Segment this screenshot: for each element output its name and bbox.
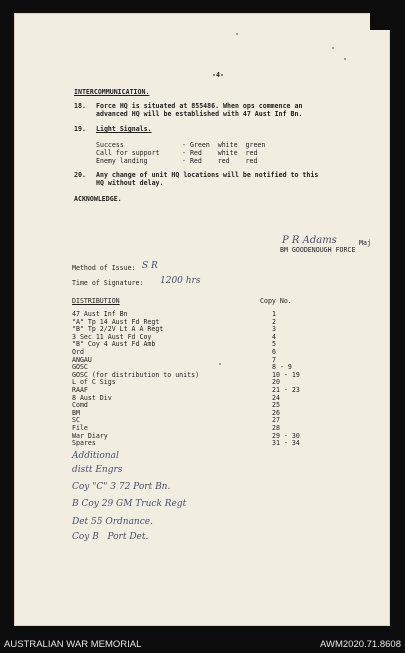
light-signals-heading: Light Signals. bbox=[96, 125, 152, 133]
method-of-issue-value: S R bbox=[142, 261, 158, 271]
signal-label: Enemy landing bbox=[96, 157, 148, 165]
signal-label: Success bbox=[96, 141, 124, 149]
distribution-unit: GOSC (for distribution to units) bbox=[72, 370, 200, 379]
distribution-unit: File bbox=[72, 424, 88, 432]
distribution-copy-number: 7 bbox=[272, 355, 276, 364]
distribution-copy-number: 20 bbox=[272, 378, 280, 387]
distribution-unit: Spares bbox=[72, 439, 96, 448]
handwritten-note-line: B Coy 29 GM Truck Regt bbox=[72, 499, 187, 509]
distribution-copy-number: 25 bbox=[272, 401, 280, 410]
distribution-unit: 8 Aust Div bbox=[72, 393, 112, 402]
distribution-copy-number: 3 bbox=[272, 325, 276, 334]
distribution-copy-number: 21 - 23 bbox=[272, 386, 300, 394]
item-20-line-2: HQ without delay. bbox=[96, 179, 164, 187]
item-18-line-1: Force HQ is situated at 855486. When ops commence an bbox=[96, 102, 303, 110]
intercommunication-heading: INTERCOMMUNICATION. bbox=[74, 88, 150, 96]
distribution-unit: "B" Tp 2/2V Lt A A Regt bbox=[72, 325, 164, 334]
distribution-copy-number: 26 bbox=[272, 408, 280, 417]
item-20-line-1: Any change of unit HQ locations will be notified to this bbox=[96, 171, 319, 179]
distribution-unit: Ord bbox=[72, 348, 84, 356]
handwritten-note-line: Det 55 Ordnance. bbox=[72, 517, 153, 527]
distribution-unit: BM bbox=[72, 408, 80, 417]
distribution-unit: GOSC bbox=[72, 363, 88, 372]
signal-colours: - Green white green bbox=[182, 141, 266, 149]
paper-speck bbox=[219, 363, 221, 365]
signal-colours: - Red white red bbox=[182, 149, 258, 157]
paper-speck bbox=[332, 47, 334, 49]
distribution-unit: "A" Tp 14 Aust Fd Regt bbox=[72, 317, 160, 326]
item-18-line-2: advanced HQ will be established with 47 Aust Inf Bn. bbox=[96, 110, 303, 118]
document-page bbox=[14, 13, 390, 626]
footer-institution: AUSTRALIAN WAR MEMORIAL bbox=[4, 639, 142, 650]
item-number-18: 18. bbox=[74, 102, 86, 110]
distribution-unit: 47 Aust Inf Bn bbox=[72, 310, 128, 318]
distribution-copy-number: 31 - 34 bbox=[272, 439, 300, 448]
page-corner-shadow bbox=[370, 13, 390, 30]
signal-colours: - Red red red bbox=[182, 157, 258, 165]
distribution-unit: War Diary bbox=[72, 431, 108, 440]
paper-speck bbox=[236, 33, 238, 35]
distribution-copy-number: 24 bbox=[272, 393, 280, 402]
signature-rank: Maj bbox=[359, 239, 371, 247]
item-number-20: 20. bbox=[74, 171, 86, 179]
item-number-19: 19. bbox=[74, 125, 86, 133]
handwritten-note-line: Coy "C" 3 72 Port Bn. bbox=[72, 482, 171, 492]
distribution-unit: 3 Sec 11 Aust Fd Coy bbox=[72, 332, 152, 341]
distribution-unit: RAAF bbox=[72, 386, 88, 394]
distribution-unit: "B" Coy 4 Aust Fd Amb bbox=[72, 340, 156, 349]
distribution-copy-number: 8 - 9 bbox=[272, 363, 292, 372]
distribution-unit: SC bbox=[72, 416, 80, 425]
distribution-copy-number: 6 bbox=[272, 348, 276, 356]
page-number: -4- bbox=[212, 71, 224, 79]
distribution-copy-number: 4 bbox=[272, 332, 276, 341]
distribution-heading: DISTRIBUTION bbox=[72, 297, 120, 305]
distribution-unit: L of C Sigs bbox=[72, 378, 116, 387]
handwritten-note-line: Coy B Port Det. bbox=[72, 532, 149, 542]
footer-bar bbox=[0, 636, 405, 653]
paper-speck bbox=[344, 58, 346, 60]
footer-accession-number: AWM2020.71.8608 bbox=[320, 639, 401, 650]
handwritten-signature: P R Adams bbox=[282, 235, 337, 246]
distribution-copy-number: 27 bbox=[272, 416, 280, 425]
method-of-issue-label: Method of Issue: bbox=[72, 264, 136, 272]
distribution-unit: ANGAU bbox=[72, 355, 92, 364]
time-of-signature-value: 1200 hrs bbox=[160, 276, 201, 286]
copy-no-heading: Copy No. bbox=[260, 297, 292, 305]
distribution-copy-number: 29 - 30 bbox=[272, 431, 300, 440]
time-of-signature-label: Time of Signature: bbox=[72, 279, 144, 287]
signature-block: BM GOODENOUGH FORCE bbox=[280, 246, 356, 254]
distribution-copy-number: 2 bbox=[272, 317, 276, 326]
distribution-unit: Comd bbox=[72, 401, 88, 410]
handwritten-note-line: distt Engrs bbox=[72, 465, 123, 475]
distribution-copy-number: 1 bbox=[272, 310, 276, 318]
distribution-copy-number: 28 bbox=[272, 424, 280, 432]
acknowledge-text: ACKNOWLEDGE. bbox=[74, 195, 122, 203]
distribution-copy-number: 10 - 19 bbox=[272, 370, 300, 379]
handwritten-note-line: Additional bbox=[72, 451, 119, 461]
distribution-copy-number: 5 bbox=[272, 340, 276, 349]
signal-label: Call for support bbox=[96, 149, 160, 157]
